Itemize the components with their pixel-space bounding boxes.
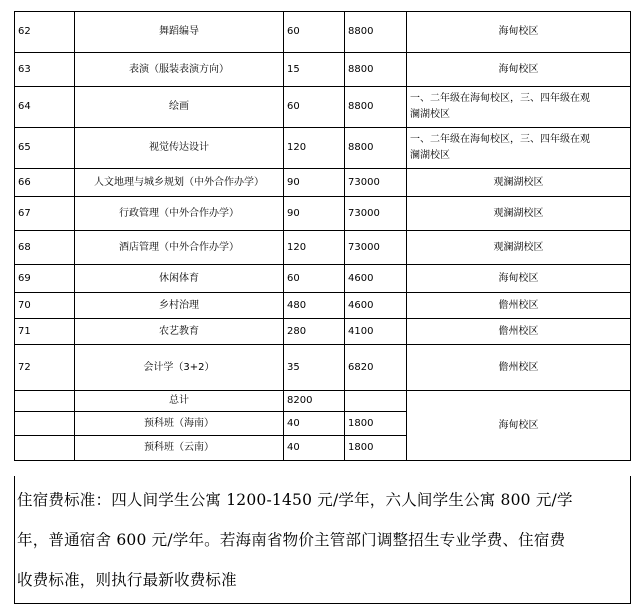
prep-name: 预科班（云南） [75, 436, 284, 461]
enrollment-plan: 15 [284, 53, 345, 87]
row-number: 68 [15, 231, 75, 265]
enrollment-plan: 120 [284, 231, 345, 265]
major-name: 行政管理（中外合作办学） [75, 197, 284, 231]
major-name: 休闲体育 [75, 265, 284, 293]
empty-cell [15, 436, 75, 461]
tuition-fee: 4600 [345, 293, 407, 319]
major-name: 舞蹈编导 [75, 12, 284, 53]
major-name: 表演（服装表演方向） [75, 53, 284, 87]
enrollment-plan: 90 [284, 197, 345, 231]
table-row [15, 293, 631, 319]
campus: 儋州校区 [407, 319, 631, 345]
empty-cell [345, 391, 407, 412]
table-row [15, 128, 631, 169]
note-line: 收费标准，则执行最新收费标准 [17, 571, 237, 589]
empty-cell [15, 391, 75, 412]
table-row [15, 265, 631, 293]
total-label: 总计 [75, 391, 284, 412]
row-number: 71 [15, 319, 75, 345]
tuition-fee: 73000 [345, 197, 407, 231]
row-number: 67 [15, 197, 75, 231]
tuition-fee: 8800 [345, 87, 407, 128]
enrollment-plan: 280 [284, 319, 345, 345]
enrollment-plan: 60 [284, 87, 345, 128]
campus [407, 87, 631, 128]
accommodation-note [14, 476, 631, 604]
prep-campus: 海甸校区 [407, 391, 631, 461]
campus: 海甸校区 [407, 265, 631, 293]
campus: 观澜湖校区 [407, 197, 631, 231]
major-name: 酒店管理（中外合作办学） [75, 231, 284, 265]
enrollment-plan: 120 [284, 128, 345, 169]
row-number: 64 [15, 87, 75, 128]
campus: 观澜湖校区 [407, 231, 631, 265]
prep-fee: 1800 [345, 436, 407, 461]
major-name: 乡村治理 [75, 293, 284, 319]
enrollment-plan: 60 [284, 265, 345, 293]
campus [407, 128, 631, 169]
row-number: 62 [15, 12, 75, 53]
prep-plan: 40 [284, 436, 345, 461]
enrollment-plan: 90 [284, 169, 345, 197]
campus: 海甸校区 [407, 53, 631, 87]
campus: 儋州校区 [407, 293, 631, 319]
campus: 儋州校区 [407, 345, 631, 391]
tuition-fee: 6820 [345, 345, 407, 391]
row-number: 63 [15, 53, 75, 87]
prep-plan: 40 [284, 412, 345, 436]
total-row [15, 391, 631, 412]
prep-name: 预科班（海南） [75, 412, 284, 436]
row-number: 65 [15, 128, 75, 169]
table-row [15, 87, 631, 128]
campus: 观澜湖校区 [407, 169, 631, 197]
note-line: 年，普通宿舍 600 元/学年。若海南省物价主管部门调整招生专业学费、住宿费 [17, 531, 566, 549]
major-name: 人文地理与城乡规划（中外合作办学） [75, 169, 284, 197]
prep-fee: 1800 [345, 412, 407, 436]
campus-line: 一、二年级在海甸校区，三、四年级在观 [410, 134, 590, 145]
major-name: 农艺教育 [75, 319, 284, 345]
tuition-fee: 8800 [345, 12, 407, 53]
campus: 海甸校区 [407, 12, 631, 53]
row-number: 72 [15, 345, 75, 391]
major-name: 视觉传达设计 [75, 128, 284, 169]
table-row [15, 169, 631, 197]
tuition-fee: 8800 [345, 128, 407, 169]
table-row [15, 12, 631, 53]
note-line: 住宿费标准：四人间学生公寓 1200-1450 元/学年，六人间学生公寓 800 元/学 [17, 491, 573, 509]
tuition-fee: 73000 [345, 231, 407, 265]
enrollment-plan: 480 [284, 293, 345, 319]
tuition-fee: 4100 [345, 319, 407, 345]
major-name: 绘画 [75, 87, 284, 128]
table-row [15, 231, 631, 265]
enrollment-plan: 35 [284, 345, 345, 391]
table-row [15, 319, 631, 345]
total-value: 8200 [284, 391, 345, 412]
campus-line: 澜湖校区 [410, 109, 450, 120]
table-row [15, 197, 631, 231]
major-name: 会计学（3+2） [75, 345, 284, 391]
campus-line: 澜湖校区 [410, 150, 450, 161]
tuition-fee: 73000 [345, 169, 407, 197]
tuition-fee: 8800 [345, 53, 407, 87]
campus-line: 一、二年级在海甸校区，三、四年级在观 [410, 93, 590, 104]
row-number: 70 [15, 293, 75, 319]
fee-table [14, 11, 631, 461]
empty-cell [15, 412, 75, 436]
table-row [15, 53, 631, 87]
enrollment-plan: 60 [284, 12, 345, 53]
row-number: 66 [15, 169, 75, 197]
row-number: 69 [15, 265, 75, 293]
tuition-fee: 4600 [345, 265, 407, 293]
table-row [15, 345, 631, 391]
